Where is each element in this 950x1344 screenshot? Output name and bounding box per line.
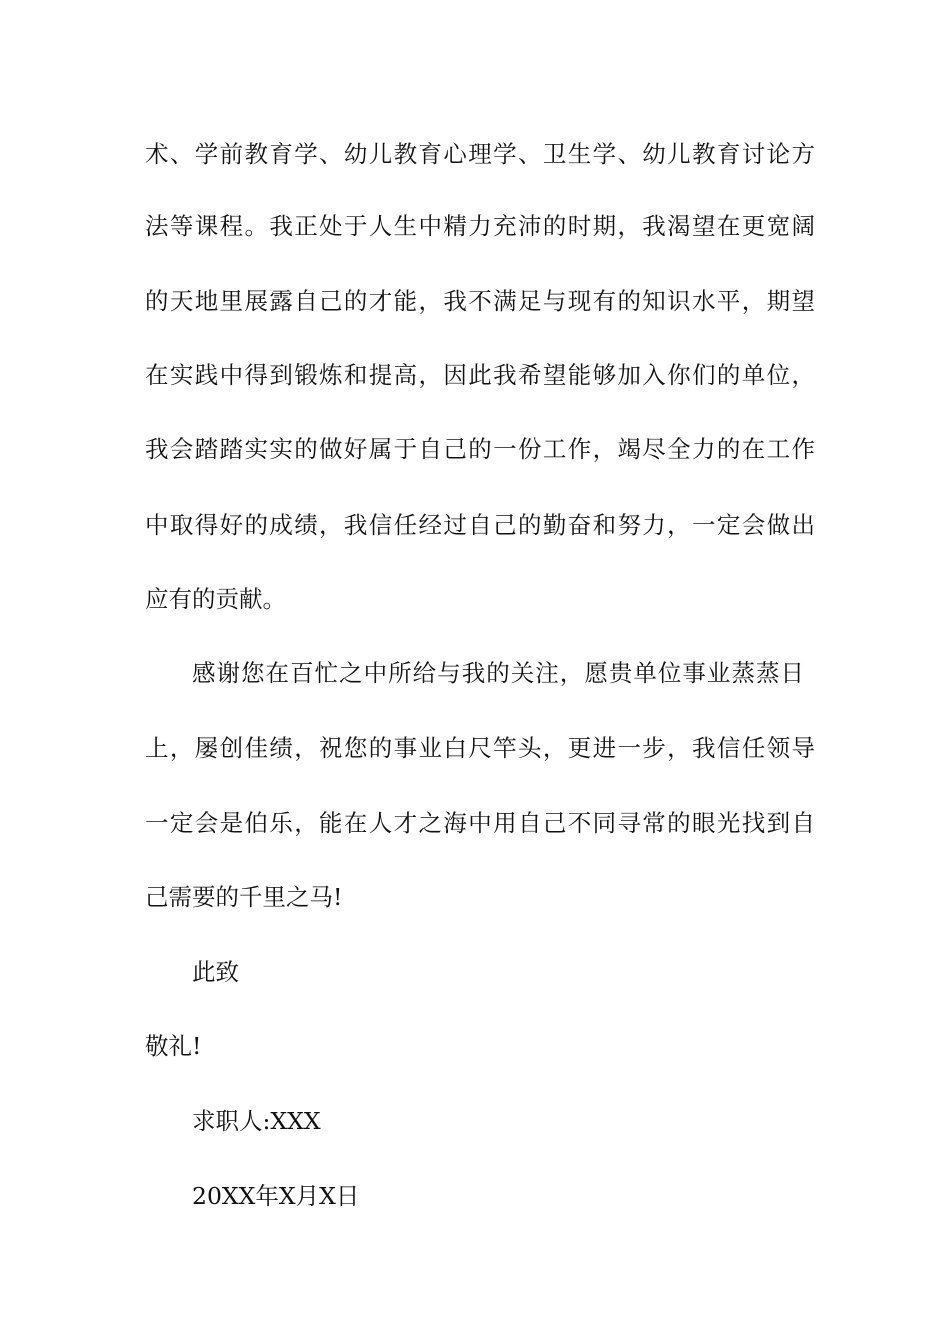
paragraph-1-line-5: 我会踏踏实实的做好属于自己的一份工作，竭尽全力的在工作 (145, 435, 815, 463)
paragraph-1-line-2: 法等课程。我正处于人生中精力充沛的时期，我渴望在更宽阔 (145, 212, 815, 240)
paragraph-2-line-4: 己需要的千里之马! (145, 883, 343, 911)
paragraph-1-line-4: 在实践中得到锻炼和提高，因此我希望能够加入你们的单位， (145, 361, 815, 389)
paragraph-2-line-2: 上，屡创佳绩，祝您的事业白尺竿头，更进一步，我信任领导 (145, 734, 815, 762)
paragraph-1-line-1: 术、学前教育学、幼儿教育心理学、卫生学、幼儿教育讨论方 (145, 140, 815, 168)
closing-greeting: 此致 (192, 958, 239, 986)
paragraph-1-line-7: 应有的贡献。 (145, 585, 286, 613)
letter-date: 20XX年X月X日 (192, 1182, 360, 1210)
paragraph-2-line-1: 感谢您在百忙之中所给与我的关注，愿贵单位事业蒸蒸日 (192, 659, 804, 687)
applicant-signature: 求职人:XXX (192, 1107, 321, 1135)
paragraph-2-line-3: 一定会是伯乐，能在人才之海中用自己不同寻常的眼光找到自 (145, 809, 815, 837)
paragraph-1-line-3: 的天地里展露自己的才能，我不满足与现有的知识水平，期望 (145, 287, 815, 315)
paragraph-1-line-6: 中取得好的成绩，我信任经过自己的勤奋和努力，一定会做出 (145, 511, 815, 539)
closing-salute: 敬礼! (145, 1032, 202, 1060)
